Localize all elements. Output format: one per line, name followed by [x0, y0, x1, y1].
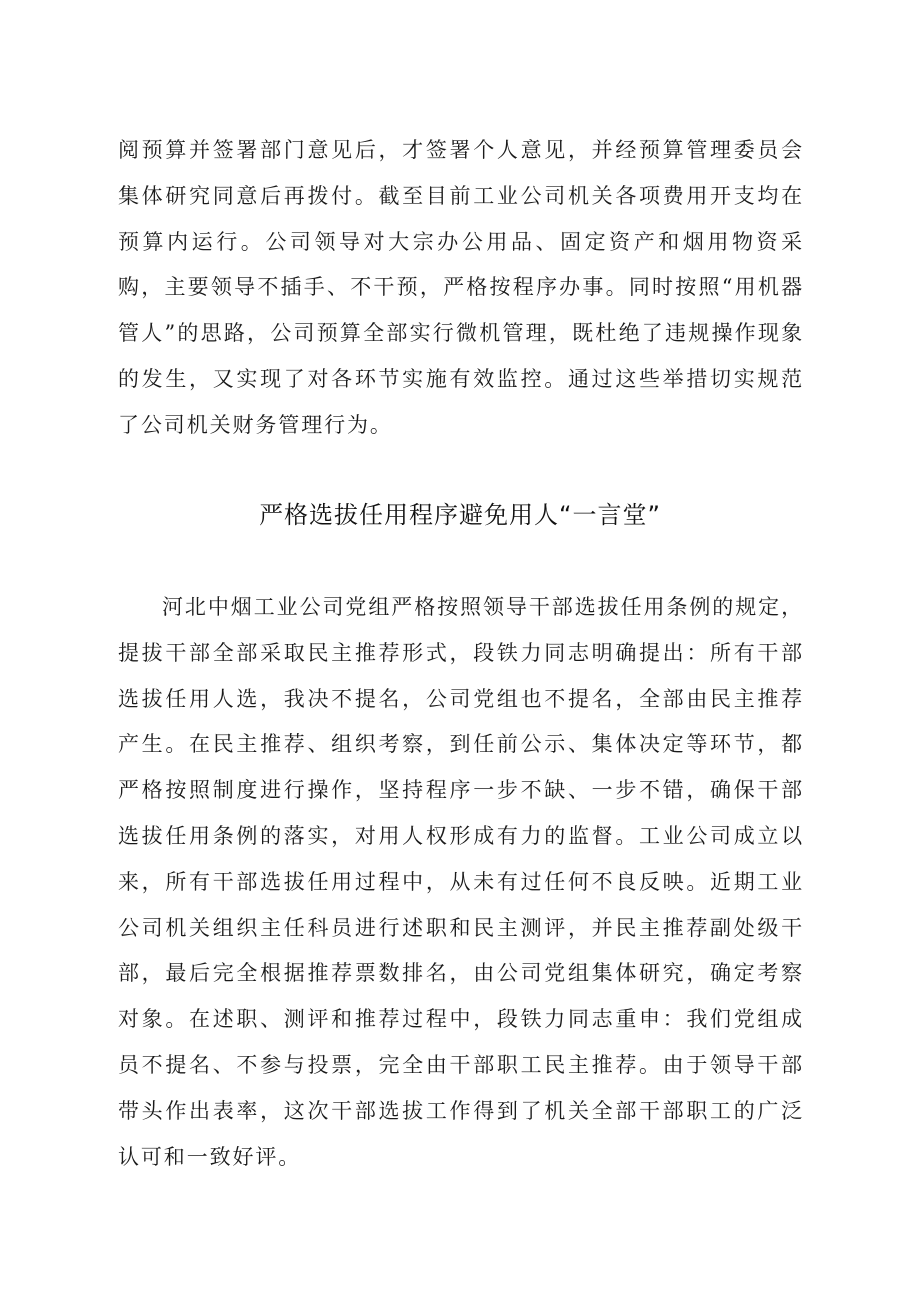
body-paragraph-2: 河北中烟工业公司党组严格按照领导干部选拔任用条例的规定，提拔干部全部采取民主推荐形式，段铁力同志明确提出：所有干部选拔任用人选，我决不提名，公司党组也不提名，全部由民主推荐产生。在民主推荐、组织考察，到任前公示、集体决定等环节，都严格按照制度进行操作，坚持程序一步不缺、一步不错，确保干部选拔任用条例的落实，对用人权形成有力的监督。工业公司成立以来，所有干部选拔任用过程中，从未有过任何不良反映。近期工业公司机关组织主任科员进行述职和民主测评，并民主推荐副处级干部，最后完全根据推荐票数排名，由公司党组集体研究，确定考察对象。在述职、测评和推荐过程中，段铁力同志重申：我们党组成员不提名、不参与投票，完全由干部职工民主推荐。由于领导干部带头作出表率，这次干部选拔工作得到了机关全部干部职工的广泛认可和一致好评。 [118, 595, 804, 1169]
body-paragraph-1: 阅预算并签署部门意见后，才签署个人意见，并经预算管理委员会集体研究同意后再拨付。截至目前工业公司机关各项费用开支均在预算内运行。公司领导对大宗办公用品、固定资产和烟用物资采购，主要领导不插手、不干预，严格按程序办事。同时按照“用机器管人”的思路，公司预算全部实行微机管理，既杜绝了违规操作现象的发生，又实现了对各环节实施有效监控。通过这些举措切实规范了公司机关财务管理行为。 [118, 138, 804, 437]
section-heading: 严格选拔任用程序避免用人“一言堂” [259, 501, 661, 529]
